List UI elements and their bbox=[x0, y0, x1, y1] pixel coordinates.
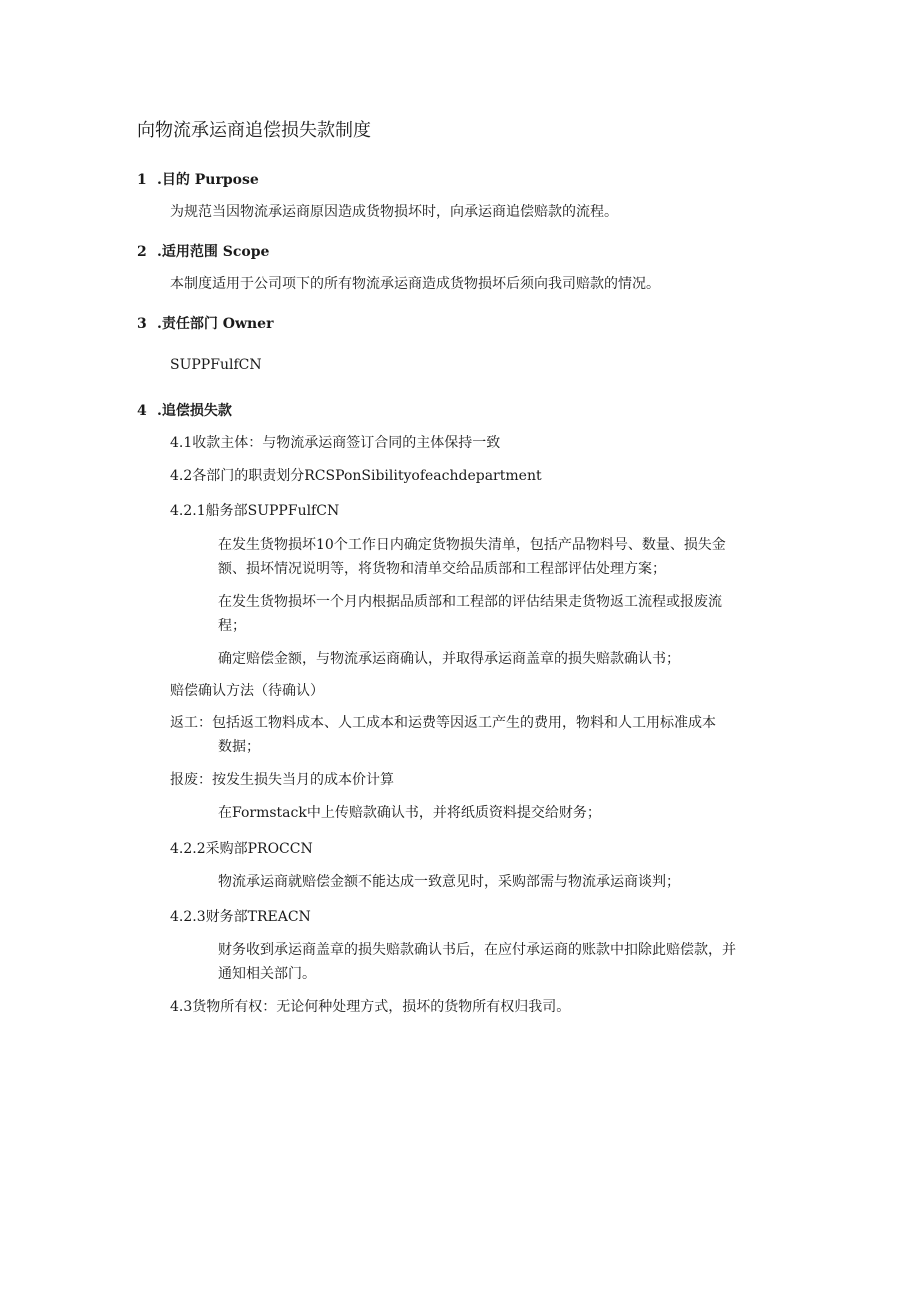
scrap-line: 报废：按发生损失当月的成本价计算 bbox=[170, 772, 394, 788]
clause-4-2-1: 4.2.1船务部SUPPFulfCN bbox=[170, 503, 340, 519]
section-1-body: 为规范当因物流承运商原因造成货物损坏时，向承运商追偿赔款的流程。 bbox=[170, 204, 618, 220]
section-2-heading: .适用范围 Scope bbox=[157, 244, 270, 260]
section-3-heading: .责任部门 Owner bbox=[157, 316, 274, 332]
clause-4-2-1-item-c: 确定赔偿金额，与物流承运商确认，并取得承运商盖章的损失赔款确认书； bbox=[218, 651, 680, 667]
clause-4-2-3-item-line-2: 通知相关部门。 bbox=[218, 966, 316, 982]
section-2-number: 2 bbox=[137, 244, 147, 260]
document-title: 向物流承运商追偿损失款制度 bbox=[137, 120, 371, 141]
section-4-number: 4 bbox=[137, 403, 147, 419]
section-1-heading: .目的 Purpose bbox=[157, 172, 259, 188]
section-4-heading: .追偿损失款 bbox=[157, 403, 232, 419]
clause-4-2-1-item-a-line-2: 额、损坏情况说明等，将货物和清单交给品质部和工程部评估处理方案； bbox=[218, 561, 666, 577]
compensation-confirm-method: 赔偿确认方法（待确认） bbox=[170, 683, 324, 699]
clause-4-2-3-item-line-1: 财务收到承运商盖章的损失赔款确认书后，在应付承运商的账款中扣除此赔偿款，并 bbox=[218, 942, 736, 958]
clause-4-2-1-item-b-line-1: 在发生货物损坏一个月内根据品质部和工程部的评估结果走货物返工流程或报废流 bbox=[218, 594, 722, 610]
clause-4-2: 4.2各部门的职责划分RCSPonSibilityofeachdepartment bbox=[170, 468, 542, 484]
clause-4-2-3: 4.2.3财务部TREACN bbox=[170, 909, 311, 925]
clause-4-2-1-item-b-line-2: 程； bbox=[218, 618, 246, 634]
clause-4-2-2-item: 物流承运商就赔偿金额不能达成一致意见时，采购部需与物流承运商谈判； bbox=[218, 874, 680, 890]
clause-4-2-2: 4.2.2采购部PROCCN bbox=[170, 841, 313, 857]
rework-line-2: 数据； bbox=[218, 739, 260, 755]
clause-4-1: 4.1收款主体：与物流承运商签订合同的主体保持一致 bbox=[170, 435, 501, 451]
formstack-upload-line: 在Formstack中上传赔款确认书，并将纸质资料提交给财务； bbox=[218, 805, 601, 821]
clause-4-3: 4.3货物所有权：无论何种处理方式，损坏的货物所有权归我司。 bbox=[170, 999, 571, 1015]
clause-4-2-1-item-a-line-1: 在发生货物损坏10个工作日内确定货物损失清单，包括产品物料号、数量、损失金 bbox=[218, 537, 726, 553]
section-3-number: 3 bbox=[137, 316, 147, 332]
section-1-number: 1 bbox=[137, 172, 147, 188]
section-3-body: SUPPFulfCN bbox=[170, 357, 262, 373]
rework-line-1: 返工：包括返工物料成本、人工成本和运费等因返工产生的费用，物料和人工用标准成本 bbox=[170, 715, 716, 731]
section-2-body: 本制度适用于公司项下的所有物流承运商造成货物损坏后须向我司赔款的情况。 bbox=[170, 276, 660, 292]
